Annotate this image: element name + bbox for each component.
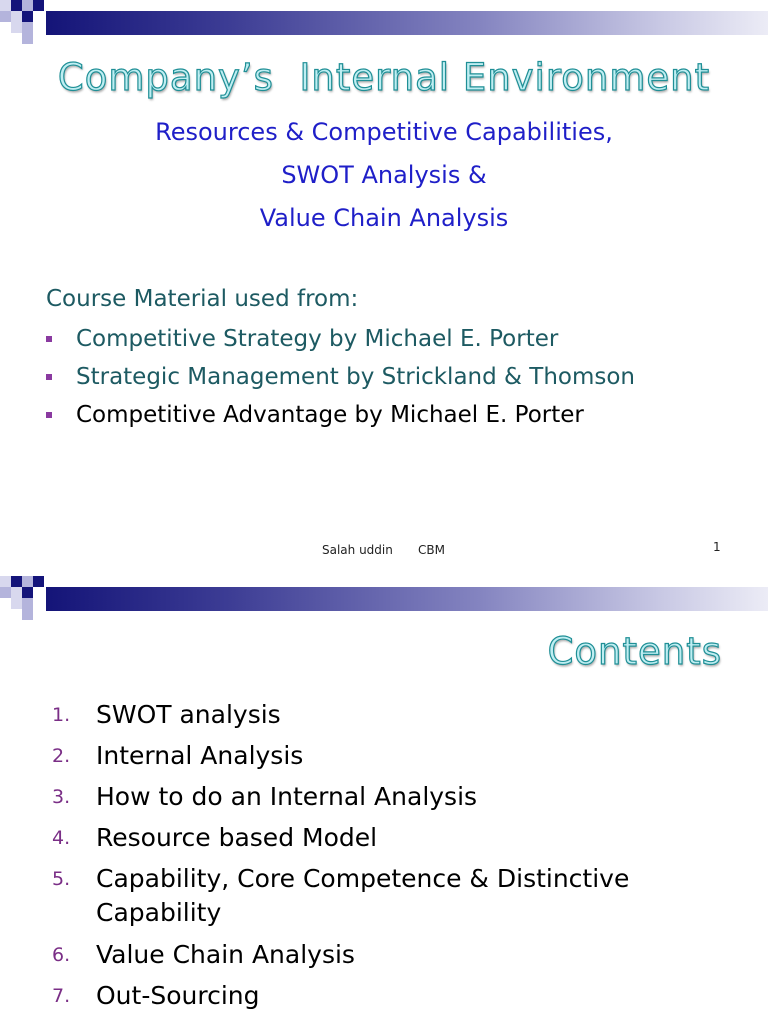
contents-item (52, 862, 696, 938)
checker-square (0, 587, 11, 598)
square-bullet-icon (46, 374, 52, 380)
contents-item (52, 739, 696, 780)
item-text: Value Chain Analysis (96, 940, 355, 969)
checker-square (33, 576, 44, 587)
checker-square (11, 22, 22, 33)
item-number: 7. (52, 985, 71, 1007)
footer-dept: CBM (418, 543, 445, 557)
item-number: 3. (52, 786, 71, 808)
header-gradient-bar (46, 587, 768, 611)
checker-square (11, 576, 22, 587)
sources-list (46, 322, 635, 436)
contents-list (52, 698, 696, 1020)
checker-square (0, 576, 11, 587)
subtitle-line-3: Value Chain Analysis (259, 204, 509, 232)
checker-square (22, 0, 33, 11)
checker-square (11, 11, 22, 22)
source-text: Strategic Management by Strickland & Thomson (76, 364, 636, 390)
source-item (46, 322, 635, 360)
item-text: Internal Analysis (96, 741, 304, 770)
page-number: 1 (713, 540, 721, 554)
item-text: Capability, Core Competence & Distinctive Capability (96, 864, 630, 927)
subtitle-line-2: SWOT Analysis & (281, 161, 487, 189)
checker-square (22, 33, 33, 44)
item-text: How to do an Internal Analysis (96, 782, 478, 811)
square-bullet-icon (46, 336, 52, 342)
sources-intro: Course Material used from: (46, 286, 359, 312)
source-item (46, 360, 635, 398)
item-text: Resource based Model (96, 823, 378, 852)
source-text: Competitive Strategy by Michael E. Porter (76, 326, 559, 352)
checker-square (33, 0, 44, 11)
item-number: 4. (52, 827, 71, 849)
item-number: 5. (52, 868, 71, 890)
checker-square (11, 587, 22, 598)
contents-title: Contents (547, 630, 722, 673)
subtitle-line-1: Resources & Competitive Capabilities, (155, 118, 613, 146)
checker-square (0, 0, 11, 11)
header-gradient-bar (46, 11, 768, 35)
slide-title: Company’s Internal Environment (57, 56, 711, 99)
header-ornament (0, 576, 768, 616)
footer-author: Salah uddin (322, 543, 393, 557)
source-item (46, 398, 635, 436)
checker-square (22, 22, 33, 33)
square-bullet-icon (46, 412, 52, 418)
checker-square (22, 609, 33, 620)
checker-square (22, 598, 33, 609)
contents-item (52, 780, 696, 821)
item-text: Out-Sourcing (96, 981, 260, 1010)
checker-square (0, 11, 11, 22)
checker-square (11, 598, 22, 609)
item-number: 1. (52, 704, 71, 726)
slide-2 (0, 570, 768, 1024)
contents-item (52, 979, 696, 1020)
contents-item (52, 698, 696, 739)
checker-square (22, 587, 33, 598)
item-number: 2. (52, 745, 71, 767)
checker-square (22, 11, 33, 22)
contents-item (52, 938, 696, 979)
checker-square (22, 576, 33, 587)
header-ornament (0, 0, 768, 40)
source-text: Competitive Advantage by Michael E. Porter (76, 402, 584, 428)
item-number: 6. (52, 944, 71, 966)
checker-square (11, 0, 22, 11)
item-text: SWOT analysis (96, 700, 281, 729)
contents-item (52, 821, 696, 862)
